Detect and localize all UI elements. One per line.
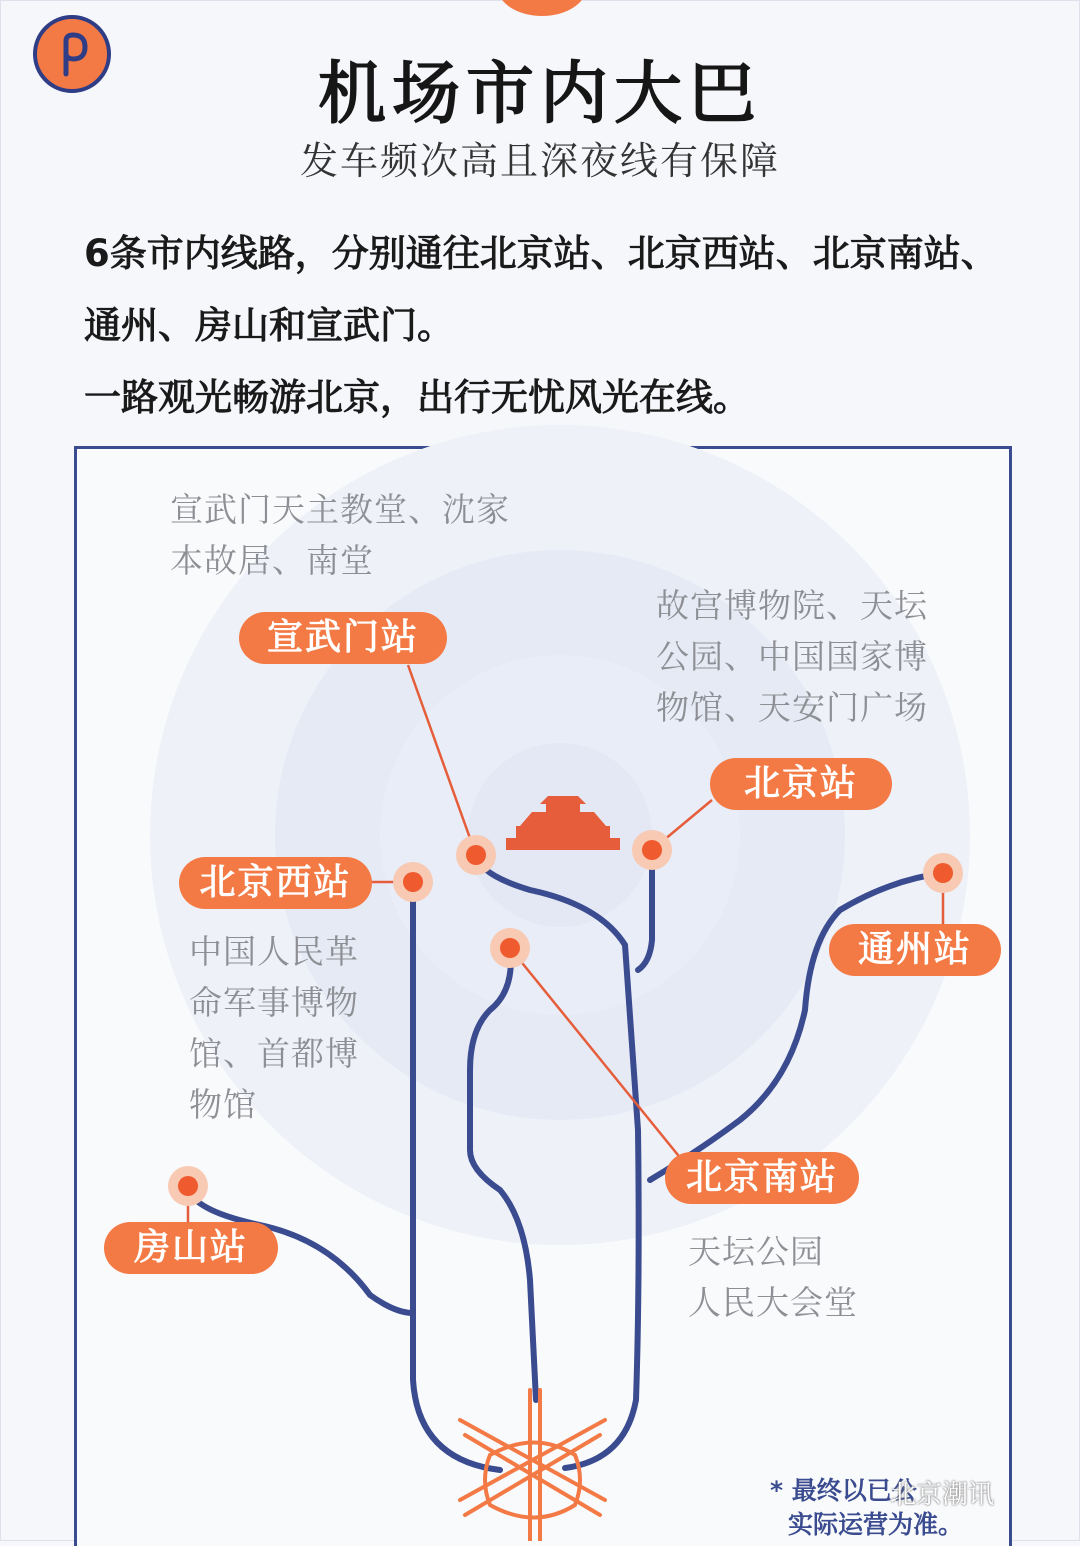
station-dot-beijing <box>632 830 672 870</box>
intro-line-1: 6条市内线路，分别通往北京站、北京西站、北京南站、通州、房山和宣武门。 <box>84 232 998 347</box>
attractions-beijing-south: 天坛公园 人民大会堂 <box>688 1232 858 1322</box>
attractions-beijing: 故宫博物院、天坛公园、中国国家博物馆、天安门广场 <box>656 586 928 727</box>
station-label-fangshan[interactable]: 房山站 <box>104 1222 278 1274</box>
attractions-xuanwumen: 宣武门天主教堂、沈家本故居、南堂 <box>170 490 510 580</box>
station-dot-beijing-south <box>490 928 530 968</box>
page-subtitle: 发车频次高且深夜线有保障 <box>299 139 780 183</box>
station-label-beijing[interactable]: 北京站 <box>710 758 892 810</box>
watermark: 北京潮讯 <box>890 1480 995 1510</box>
station-dot-fangshan <box>168 1166 208 1206</box>
footnote-line-2: 实际运营为准。 <box>788 1510 964 1539</box>
footnote-line-1: 最终以已公 <box>791 1476 917 1505</box>
page-title: 机场市内大巴 <box>317 55 762 134</box>
station-dot-xuanwumen <box>456 835 496 875</box>
intro-line-2: 一路观光畅游北京，出行无忧风光在线。 <box>84 376 750 419</box>
station-label-beijing-west[interactable]: 北京西站 <box>179 857 372 909</box>
station-label-tongzhou[interactable]: 通州站 <box>829 924 1001 976</box>
attractions-beijing-west: 中国人民革命军事博物馆、首都博物馆 <box>189 932 359 1124</box>
station-dot-beijing-west <box>393 862 433 902</box>
station-dot-tongzhou <box>923 853 963 893</box>
footnote-star: * <box>770 1476 792 1505</box>
station-label-xuanwumen[interactable]: 宣武门站 <box>239 612 447 664</box>
station-label-beijing-south[interactable]: 北京南站 <box>665 1152 859 1204</box>
